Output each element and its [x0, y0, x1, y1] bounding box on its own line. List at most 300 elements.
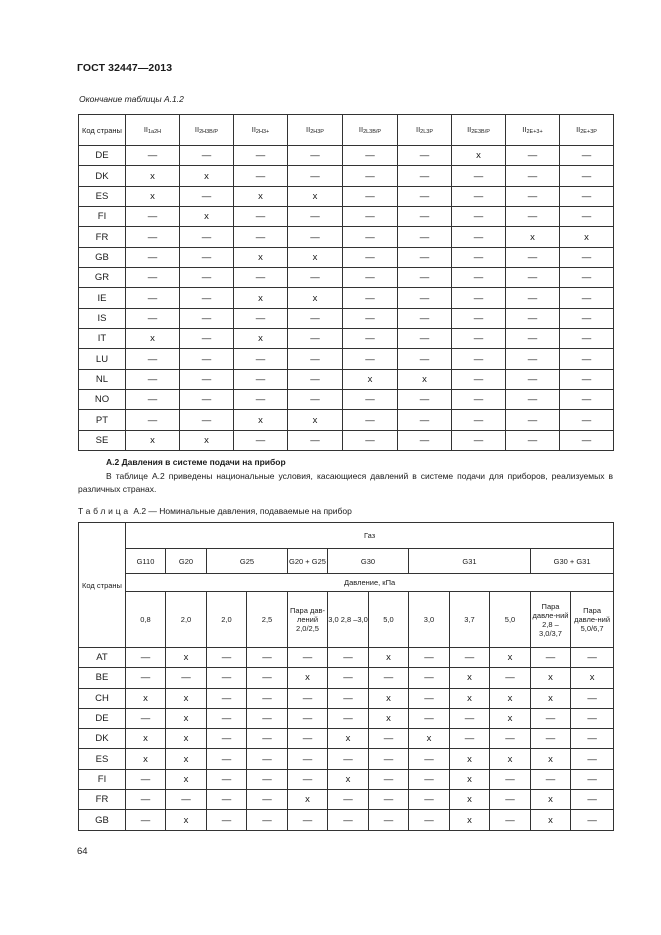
table-cell: —	[398, 288, 452, 308]
table-cell: —	[409, 688, 450, 708]
table-a12-end	[78, 114, 614, 451]
table-cell: —	[506, 268, 560, 288]
country-code: DE	[79, 146, 126, 166]
table-cell: —	[506, 247, 560, 267]
table-cell: —	[288, 648, 328, 668]
table-cell: —	[247, 648, 288, 668]
pressure-value: 2,0	[166, 592, 207, 648]
country-code: DK	[79, 166, 126, 186]
country-code: FR	[79, 790, 126, 810]
table-cell: —	[343, 308, 398, 328]
column-header	[398, 115, 452, 146]
table-cell: —	[234, 207, 288, 227]
table-cell: —	[247, 790, 288, 810]
column-subscript: 1a2H	[148, 129, 162, 135]
country-code: NL	[79, 369, 126, 389]
table-cell: x	[506, 227, 560, 247]
table-cell: —	[369, 790, 409, 810]
table-cell: x	[369, 648, 409, 668]
table-row	[79, 410, 614, 430]
column-header	[180, 115, 234, 146]
table-cell: —	[328, 810, 369, 830]
table-cell: —	[560, 146, 614, 166]
table-cell: —	[560, 207, 614, 227]
table-cell: —	[126, 790, 166, 810]
table-cell: x	[166, 749, 207, 769]
table-cell: —	[234, 369, 288, 389]
table-cell: —	[126, 207, 180, 227]
table-cell: —	[506, 288, 560, 308]
table-cell: —	[398, 430, 452, 450]
table-cell: x	[288, 186, 343, 206]
pressure-header: Давление, кПа	[126, 574, 614, 592]
table-cell: —	[207, 749, 247, 769]
table2-caption-text: А.2 — Номинальные давления, подаваемые на прибор	[133, 506, 352, 516]
table-cell: —	[207, 729, 247, 749]
table-row	[79, 430, 614, 450]
column-category: II	[306, 125, 311, 134]
table-cell: —	[560, 268, 614, 288]
country-code: GB	[79, 247, 126, 267]
table-cell: —	[288, 166, 343, 186]
table-cell: —	[288, 268, 343, 288]
table-cell: —	[126, 648, 166, 668]
table-cell: x	[166, 729, 207, 749]
country-code: GB	[79, 810, 126, 830]
table-cell: —	[126, 247, 180, 267]
table-cell: —	[452, 227, 506, 247]
table-cell: —	[571, 769, 614, 789]
table-cell: —	[369, 769, 409, 789]
table-cell: —	[452, 369, 506, 389]
column-header	[452, 115, 506, 146]
table-row	[79, 166, 614, 186]
table-cell: x	[126, 749, 166, 769]
table-cell: —	[452, 329, 506, 349]
table-cell: —	[328, 708, 369, 728]
table-cell: —	[207, 648, 247, 668]
table-cell: x	[234, 186, 288, 206]
table-row	[79, 729, 614, 749]
country-code: IT	[79, 329, 126, 349]
table-a2	[78, 522, 614, 831]
table-cell: —	[506, 369, 560, 389]
column-header	[126, 115, 180, 146]
table-cell: x	[409, 729, 450, 749]
gas-group: G20	[166, 549, 207, 574]
table-cell: —	[560, 369, 614, 389]
gas-group: G110	[126, 549, 166, 574]
table-cell: —	[207, 790, 247, 810]
table-cell: —	[288, 308, 343, 328]
table-cell: —	[398, 207, 452, 227]
table-cell: x	[126, 729, 166, 749]
table-cell: —	[560, 329, 614, 349]
table-cell: —	[126, 769, 166, 789]
table-cell: —	[506, 146, 560, 166]
table-row	[79, 810, 614, 830]
table-cell: —	[398, 390, 452, 410]
country-code: ES	[79, 749, 126, 769]
table-cell: —	[571, 708, 614, 728]
table-cell: x	[571, 668, 614, 688]
column-category: II	[576, 125, 581, 134]
table-cell: —	[126, 227, 180, 247]
table-cell: x	[180, 166, 234, 186]
table-cell: —	[126, 369, 180, 389]
gas-group: G25	[207, 549, 288, 574]
table-cell: x	[288, 247, 343, 267]
column-subscript: 2H3P	[310, 129, 324, 135]
table-cell: —	[343, 247, 398, 267]
pressure-value: Пара давле-ний 2,8 –3,0/3,7	[531, 592, 571, 648]
table-row	[79, 648, 614, 668]
table-cell: —	[247, 810, 288, 830]
table-cell: —	[343, 186, 398, 206]
table-cell: —	[343, 146, 398, 166]
document-header: ГОСТ 32447—2013	[77, 62, 173, 74]
table-cell: —	[398, 166, 452, 186]
table-cell: x	[126, 166, 180, 186]
table-cell: —	[343, 430, 398, 450]
column-category: II	[251, 125, 256, 134]
gas-group: G30	[328, 549, 409, 574]
pressure-value: 2,0	[207, 592, 247, 648]
gas-group: G31	[409, 549, 531, 574]
table-cell: x	[531, 790, 571, 810]
table-cell: x	[126, 688, 166, 708]
table-cell: —	[234, 390, 288, 410]
table-cell: —	[409, 810, 450, 830]
column-subscript: 2L3P	[420, 129, 434, 135]
table-cell: —	[409, 749, 450, 769]
table2-caption	[78, 506, 352, 516]
country-code: FR	[79, 227, 126, 247]
column-subscript: 2E+3+	[526, 129, 543, 135]
table-cell: —	[398, 268, 452, 288]
table-cell: —	[288, 430, 343, 450]
table-cell: —	[571, 810, 614, 830]
table-cell: —	[180, 390, 234, 410]
table-cell: —	[506, 186, 560, 206]
table-cell: —	[343, 410, 398, 430]
table-cell: —	[531, 729, 571, 749]
column-header	[234, 115, 288, 146]
column-header	[560, 115, 614, 146]
table-cell: —	[560, 349, 614, 369]
table-row	[79, 288, 614, 308]
country-code: DK	[79, 729, 126, 749]
table-row	[79, 186, 614, 206]
table-cell: —	[247, 668, 288, 688]
table-cell: —	[180, 349, 234, 369]
table-cell: x	[531, 688, 571, 708]
table-cell: x	[490, 648, 531, 668]
table-cell: —	[506, 308, 560, 328]
pressure-value: 5,0	[490, 592, 531, 648]
table-cell: x	[452, 146, 506, 166]
table-cell: —	[398, 146, 452, 166]
table-cell: x	[490, 708, 531, 728]
table-cell: x	[531, 749, 571, 769]
table-cell: —	[560, 390, 614, 410]
gas-group: G20 + G25	[288, 549, 328, 574]
table-cell: x	[166, 708, 207, 728]
table-cell: —	[531, 648, 571, 668]
column-category: II	[358, 125, 364, 134]
column-subscript: 2E+3P	[580, 129, 597, 135]
pressure-value: 5,0	[369, 592, 409, 648]
pressure-value: Пара давле-ний 5,0/6,7	[571, 592, 614, 648]
table-cell: —	[166, 668, 207, 688]
table-cell: —	[452, 268, 506, 288]
table-row	[79, 790, 614, 810]
country-code: GR	[79, 268, 126, 288]
table-cell: x	[180, 207, 234, 227]
column-header	[288, 115, 343, 146]
table-cell: x	[288, 668, 328, 688]
section-paragraph: В таблице А.2 приведены национальные условия, касающиеся давлений в системе подачи для приборов, реализуемых в различных странах.	[78, 471, 613, 494]
column-subscript: 2H3B/P	[199, 129, 219, 135]
table-cell: x	[328, 729, 369, 749]
table-row	[79, 688, 614, 708]
column-category: II	[194, 125, 200, 134]
table-cell: —	[452, 349, 506, 369]
table-cell: —	[452, 308, 506, 328]
table-cell: —	[490, 810, 531, 830]
table-cell: —	[560, 247, 614, 267]
table-cell: —	[180, 308, 234, 328]
table-cell: —	[490, 769, 531, 789]
table-cell: —	[452, 166, 506, 186]
table-cell: —	[126, 308, 180, 328]
table-cell: —	[247, 688, 288, 708]
table-cell: —	[409, 790, 450, 810]
table-cell: —	[398, 410, 452, 430]
gas-group: G30 + G31	[531, 549, 614, 574]
column-header	[506, 115, 560, 146]
table-cell: —	[452, 247, 506, 267]
table-cell: —	[531, 708, 571, 728]
table-row	[79, 349, 614, 369]
table-cell: —	[506, 349, 560, 369]
table-cell: —	[343, 349, 398, 369]
table-cell: —	[452, 288, 506, 308]
column-category: II	[415, 125, 421, 134]
column-subscript: 2E3B/P	[471, 129, 490, 135]
table-row	[79, 146, 614, 166]
table-cell: x	[531, 810, 571, 830]
table-cell: x	[288, 288, 343, 308]
pressure-value: 2,5	[247, 592, 288, 648]
page-number: 64	[77, 846, 88, 857]
table-cell: x	[234, 288, 288, 308]
table-row	[79, 308, 614, 328]
table-cell: —	[234, 349, 288, 369]
column-category: II	[143, 125, 148, 134]
column-subscript: 2H3+	[255, 129, 270, 135]
table-cell: —	[409, 769, 450, 789]
table-cell: x	[450, 668, 490, 688]
country-code: PT	[79, 410, 126, 430]
table-cell: —	[180, 268, 234, 288]
table-cell: x	[450, 688, 490, 708]
table-cell: —	[571, 648, 614, 668]
table-cell: —	[450, 729, 490, 749]
country-code: IS	[79, 308, 126, 328]
table-cell: —	[180, 146, 234, 166]
table-cell: —	[343, 390, 398, 410]
table-cell: —	[180, 410, 234, 430]
table-cell: —	[452, 410, 506, 430]
table-cell: —	[288, 369, 343, 389]
table-cell: x	[126, 430, 180, 450]
table-cell: —	[452, 390, 506, 410]
table-cell: —	[506, 390, 560, 410]
table-cell: —	[328, 648, 369, 668]
table-cell: —	[506, 410, 560, 430]
country-code-header: Код страны	[79, 523, 126, 648]
table-cell: —	[343, 329, 398, 349]
country-code: IE	[79, 288, 126, 308]
table-cell: —	[398, 247, 452, 267]
table-cell: x	[369, 708, 409, 728]
column-subscript: 2L3B/P	[363, 129, 382, 135]
table-cell: —	[288, 390, 343, 410]
table-cell: —	[560, 186, 614, 206]
country-code: SE	[79, 430, 126, 450]
table-cell: —	[369, 810, 409, 830]
table-cell: —	[288, 749, 328, 769]
country-code: AT	[79, 648, 126, 668]
table-cell: —	[506, 329, 560, 349]
table-cell: x	[450, 769, 490, 789]
table-cell: —	[234, 227, 288, 247]
column-category: II	[467, 125, 472, 134]
table-row	[79, 227, 614, 247]
table-cell: —	[560, 410, 614, 430]
column-header	[343, 115, 398, 146]
table-cell: x	[288, 410, 343, 430]
table-cell: —	[398, 329, 452, 349]
table-cell: —	[409, 668, 450, 688]
table-cell: —	[207, 668, 247, 688]
table-row	[79, 268, 614, 288]
table-cell: —	[450, 708, 490, 728]
table-cell: —	[560, 430, 614, 450]
table-cell: —	[398, 308, 452, 328]
table-cell: —	[180, 186, 234, 206]
table-cell: —	[234, 166, 288, 186]
pressure-value: 3,7	[450, 592, 490, 648]
table-cell: x	[234, 410, 288, 430]
table-cell: x	[398, 369, 452, 389]
table-cell: —	[490, 790, 531, 810]
table-cell: —	[490, 668, 531, 688]
table-cell: —	[288, 349, 343, 369]
country-code: FI	[79, 769, 126, 789]
table2-caption-prefix: Таблица	[78, 506, 131, 516]
table-cell: —	[560, 308, 614, 328]
table-cell: —	[343, 166, 398, 186]
pressure-value: Пара дав-лений 2,0/2,5	[288, 592, 328, 648]
table-cell: —	[369, 729, 409, 749]
table-row	[79, 247, 614, 267]
pressure-value: 0,8	[126, 592, 166, 648]
table-cell: x	[288, 790, 328, 810]
table-cell: —	[490, 729, 531, 749]
table-cell: x	[234, 247, 288, 267]
table-cell: x	[450, 810, 490, 830]
table-cell: —	[207, 769, 247, 789]
table-cell: —	[328, 749, 369, 769]
table-cell: —	[531, 769, 571, 789]
table-cell: —	[247, 729, 288, 749]
table-cell: x	[369, 688, 409, 708]
table-cell: —	[288, 207, 343, 227]
table-cell: —	[247, 769, 288, 789]
table-row	[79, 369, 614, 389]
country-code: FI	[79, 207, 126, 227]
table-cell: x	[166, 810, 207, 830]
table-cell: x	[343, 369, 398, 389]
table-cell: —	[247, 708, 288, 728]
table-cell: —	[560, 166, 614, 186]
table-cell: —	[288, 729, 328, 749]
country-code: ES	[79, 186, 126, 206]
table-cell: —	[571, 749, 614, 769]
table-cell: —	[126, 146, 180, 166]
table-cell: —	[180, 227, 234, 247]
table-row	[79, 390, 614, 410]
table-cell: —	[288, 810, 328, 830]
table-cell: —	[180, 369, 234, 389]
table1-caption: Окончание таблицы А.1.2	[79, 94, 184, 104]
table-cell: —	[166, 790, 207, 810]
table-cell: x	[166, 769, 207, 789]
table-cell: —	[126, 410, 180, 430]
table-cell: —	[452, 207, 506, 227]
pressure-value: 3,0	[409, 592, 450, 648]
table-cell: —	[398, 349, 452, 369]
country-code: NO	[79, 390, 126, 410]
table-cell: x	[234, 329, 288, 349]
table-cell: —	[506, 166, 560, 186]
table-cell: —	[571, 729, 614, 749]
country-code-header: Код страны	[79, 115, 126, 146]
table-cell: —	[343, 207, 398, 227]
table-cell: —	[328, 790, 369, 810]
table-cell: —	[328, 688, 369, 708]
table-cell: —	[234, 308, 288, 328]
table-cell: x	[126, 329, 180, 349]
table-cell: —	[343, 288, 398, 308]
table-cell: —	[288, 227, 343, 247]
table-cell: —	[506, 430, 560, 450]
table-cell: —	[450, 648, 490, 668]
table-cell: —	[207, 708, 247, 728]
country-code: DE	[79, 708, 126, 728]
table-cell: —	[126, 810, 166, 830]
table-cell: x	[450, 790, 490, 810]
table-cell: —	[343, 227, 398, 247]
table-cell: x	[560, 227, 614, 247]
table-cell: —	[452, 186, 506, 206]
table-cell: —	[398, 227, 452, 247]
table-cell: —	[452, 430, 506, 450]
table-cell: —	[126, 268, 180, 288]
table-cell: —	[369, 749, 409, 769]
